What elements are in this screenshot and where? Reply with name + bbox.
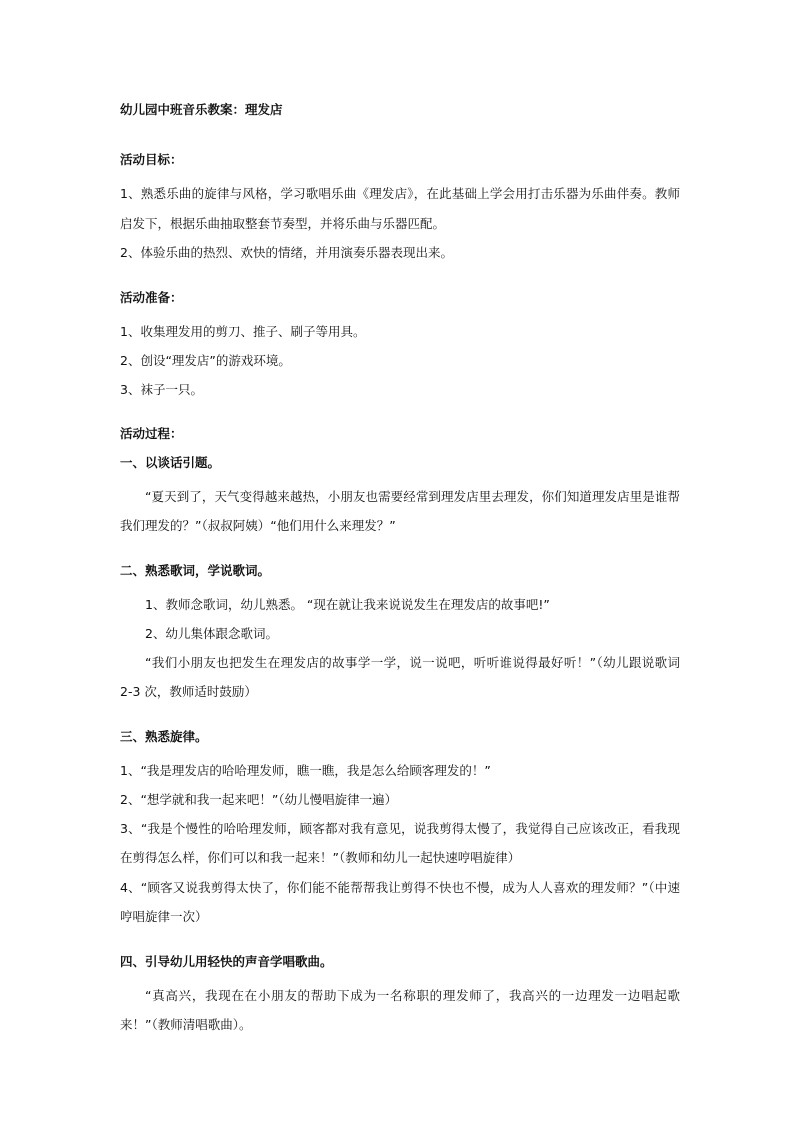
step3-item: 3、“我是个慢性的哈哈理发师，顾客都对我有意见，说我剪得太慢了，我觉得自己应该改正，看我现在剪得怎么样，你们可以和我一起来！”（教师和幼儿一起快速哼唱旋律）	[120, 820, 680, 865]
process-heading: 活动过程：	[120, 425, 183, 441]
prep-heading: 活动准备：	[120, 289, 183, 305]
step1-heading: 一、以谈话引题。	[120, 454, 221, 470]
goals-heading: 活动目标：	[120, 152, 183, 167]
goal-item: 1、熟悉乐曲的旋律与风格，学习歌唱乐曲《理发店》，在此基础上学会用打击乐器为乐曲伴奏。教师启发下，根据乐曲抽取整套节奏型，并将乐曲与乐器匹配。	[120, 186, 680, 231]
prep-item: 1、收集理发用的剪刀、推子、刷子等用具。	[120, 323, 366, 339]
document-title: 幼儿园中班音乐教案：理发店	[120, 102, 283, 117]
prep-item: 2、创设“理发店”的游戏环境。	[120, 352, 291, 368]
step4-heading: 四、引导幼儿用轻快的声音学唱歌曲。	[120, 953, 333, 969]
step2-item: 1、教师念歌词，幼儿熟悉。 “现在就让我来说说发生在理发店的故事吧!”	[145, 596, 550, 612]
step2-text: “我们小朋友也把发生在理发店的故事学一学，说一说吧，听听谁说得最好听！”（幼儿跟说歌词 2-3 次，教师适时鼓励）	[120, 654, 680, 699]
step3-item: 2、“想学就和我一起来吧！”（幼儿慢唱旋律一遍）	[120, 791, 398, 807]
step3-item: 4、“顾客又说我剪得太快了，你们能不能帮帮我让剪得不快也不慢，成为人人喜欢的理发师？”（中速哼唱旋律一次）	[120, 879, 680, 924]
step2-item: 2、幼儿集体跟念歌词。	[145, 625, 278, 641]
goal-item: 2、体验乐曲的热烈、欢快的情绪，并用演奏乐器表现出来。	[120, 245, 453, 260]
prep-item: 3、袜子一只。	[120, 381, 203, 397]
step3-heading: 三、熟悉旋律。	[120, 728, 208, 744]
step4-text: “真高兴，我现在在小朋友的帮助下成为一名称职的理发师了，我高兴的一边理发一边唱起歌来！”（教师清唱歌曲）。	[120, 987, 680, 1032]
step3-item: 1、“我是理发店的哈哈理发师，瞧一瞧，我是怎么给顾客理发的！”	[120, 762, 491, 778]
document-body	[120, 100, 680, 1040]
step2-heading: 二、熟悉歌词，学说歌词。	[120, 562, 271, 578]
step1-text: “夏天到了，天气变得越来越热，小朋友也需要经常到理发店里去理发，你们知道理发店里是谁帮我们理发的？”（叔叔阿姨）“他们用什么来理发？”	[120, 488, 680, 533]
